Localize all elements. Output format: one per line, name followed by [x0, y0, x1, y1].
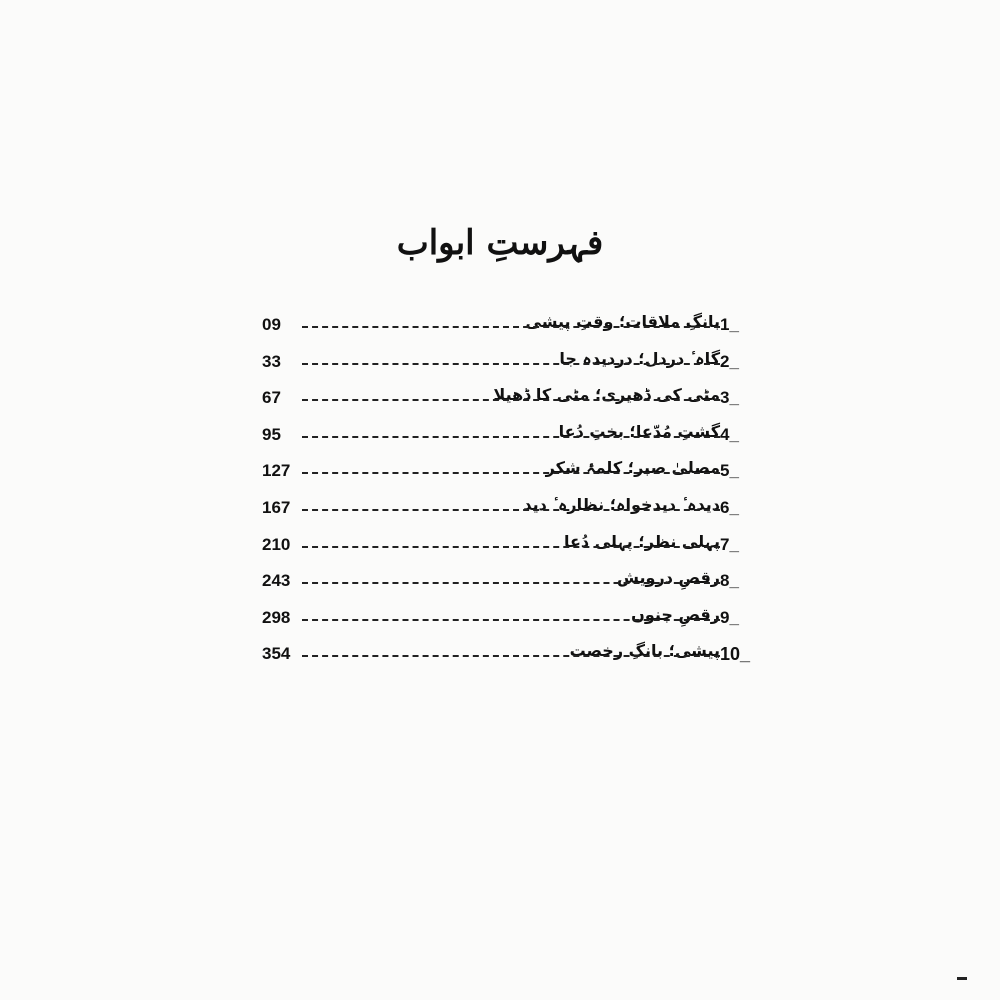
page-number: 210: [262, 534, 291, 554]
chapter-number: 10_: [720, 644, 751, 665]
chapter-title: مٹی کی ڈھیری؛ مٹی کا ڈھیلا: [489, 385, 720, 404]
toc-row: [262, 495, 770, 532]
print-mark: [957, 977, 967, 980]
toc-row: [262, 532, 770, 569]
chapter-title: گاہ ٔ دردل؛ دردیدہ جا: [555, 349, 720, 368]
page-number: 67: [262, 388, 281, 408]
chapter-title: مصلیٰ صبر؛ کلمۂ شکر: [542, 458, 720, 477]
chapter-title: پیشی؛ بانگِ رخصت: [566, 641, 720, 660]
chapter-title: گشتِ مُدّعا؛ بختِ دُعا: [555, 422, 720, 441]
dotted-leader: [302, 655, 720, 657]
dotted-leader: [302, 436, 720, 438]
table-of-contents: [262, 312, 770, 678]
dotted-leader: [302, 326, 720, 328]
chapter-number: 1_: [720, 315, 739, 334]
dotted-leader: [302, 582, 720, 584]
chapter-number: 5_: [720, 461, 739, 481]
chapter-number: 4_: [720, 424, 739, 444]
dotted-leader: [302, 509, 720, 511]
page-number: 354: [262, 644, 291, 664]
page-number: 127: [262, 461, 291, 481]
toc-row: [262, 605, 770, 642]
chapter-number: 8_: [720, 571, 739, 591]
page-title: فہرستِ ابواب: [396, 223, 604, 263]
toc-row: [262, 312, 770, 349]
page-number: 298: [262, 607, 291, 627]
chapter-title: پہلی نظر؛ پہلی دُعا: [560, 532, 720, 551]
chapter-number: 7_: [720, 534, 739, 554]
chapter-number: 3_: [720, 388, 739, 408]
dotted-leader: [302, 619, 720, 621]
chapter-number: 6_: [720, 497, 739, 517]
page-number: 33: [262, 351, 281, 371]
chapter-title: رقصِ درویش: [613, 568, 720, 587]
dotted-leader: [302, 472, 720, 474]
chapter-title: دیدہ ٔ دیدخواہ؛ نظارہ ٔ دید: [519, 495, 720, 514]
toc-row: [262, 568, 770, 605]
toc-row: [262, 641, 770, 678]
page-number: 167: [262, 497, 291, 517]
chapter-number: 9_: [720, 607, 739, 627]
chapter-number: 2_: [720, 351, 739, 371]
page-number: 243: [262, 571, 291, 591]
dotted-leader: [302, 546, 720, 548]
dotted-leader: [302, 399, 720, 401]
toc-row: [262, 458, 770, 495]
toc-row: [262, 422, 770, 459]
page-number: 09: [262, 315, 281, 334]
chapter-title: بانگِ ملاقات؛ وقتِ پیشی: [522, 312, 721, 331]
toc-row: [262, 349, 770, 386]
dotted-leader: [302, 363, 720, 365]
toc-row: [262, 385, 770, 422]
page-number: 95: [262, 424, 281, 444]
chapter-title: رقصِ جنوں: [627, 605, 720, 624]
